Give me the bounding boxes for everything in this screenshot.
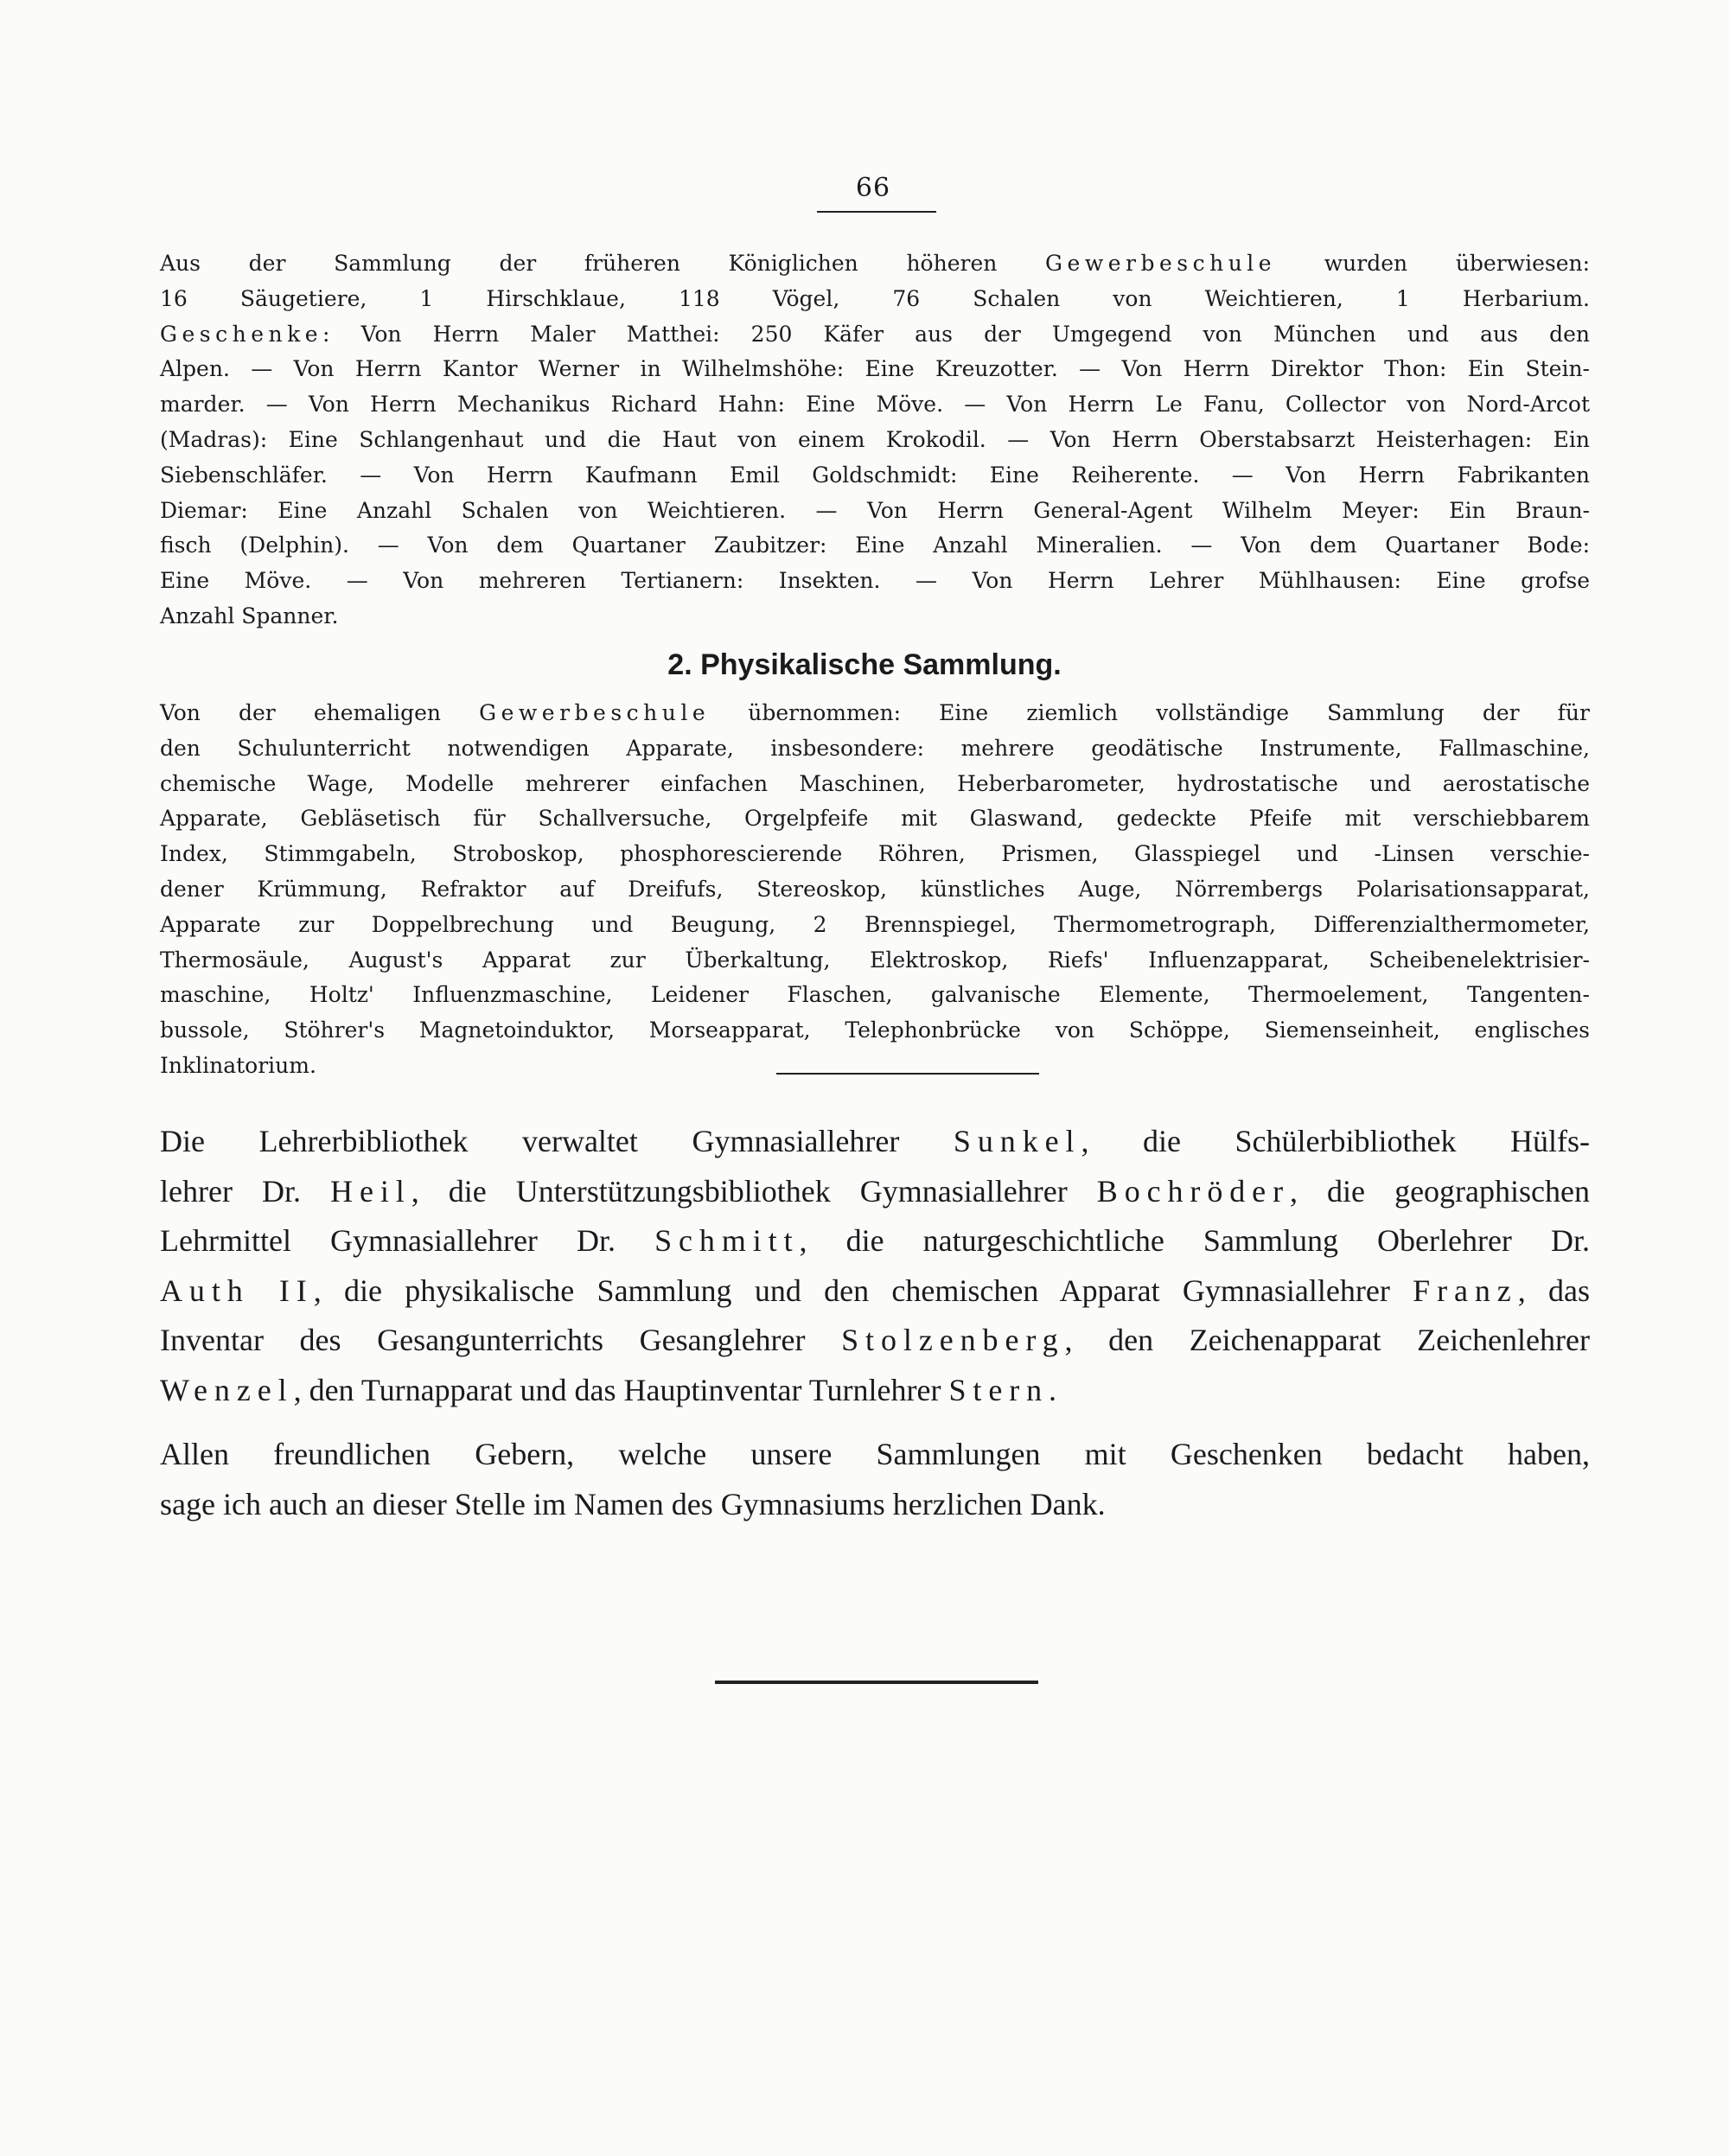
spaced-name: Gewerbeschule xyxy=(479,700,711,725)
text-line xyxy=(160,801,1590,837)
text-line xyxy=(160,837,1590,872)
text-segment: Von der ehemaligen xyxy=(160,700,480,725)
text-line xyxy=(160,767,1590,802)
text-line xyxy=(160,494,1590,529)
spaced-name: Wenzel xyxy=(160,1372,294,1407)
text-line xyxy=(160,1480,1590,1530)
separator-rule-short xyxy=(776,1073,1039,1075)
text-segment: Alpen. — Von Herrn Kantor Werner in Wilhelmshöhe: Eine Kreuzotter. — Von Herrn Direktor Thon: Ein Stein- xyxy=(160,356,1590,382)
text-line xyxy=(160,528,1590,564)
page-number-rule xyxy=(817,211,936,213)
spaced-name: Bochröder xyxy=(1096,1173,1290,1209)
text-line xyxy=(160,1117,1590,1167)
text-line xyxy=(160,1167,1590,1217)
text-segment: dener Krümmung, Refraktor auf Dreifufs, Stereoskop, künstliches Auge, Nörrembergs Polarisationsapparat, xyxy=(160,876,1590,902)
text-line xyxy=(160,1266,1590,1317)
spaced-name: Auth II xyxy=(160,1273,314,1308)
text-line xyxy=(160,423,1590,458)
text-segment: fisch (Delphin). — Von dem Quartaner Zaubitzer: Eine Anzahl Mineralien. — Von dem Quartaner Bode: xyxy=(160,533,1590,558)
spaced-name: Gewerbeschule xyxy=(1045,251,1277,276)
text-line xyxy=(160,352,1590,387)
text-line xyxy=(160,696,1590,731)
text-segment: Allen freundlichen Gebern, welche unsere Sammlungen mit Geschenken bedacht haben, xyxy=(160,1437,1590,1471)
text-line xyxy=(160,564,1590,599)
section-physics-collection xyxy=(160,696,1590,1084)
spaced-name: Stern xyxy=(948,1372,1050,1407)
text-line xyxy=(160,1316,1590,1366)
section-heading-physics: 2. Physikalische Sammlung. xyxy=(667,648,1062,681)
text-segment: sage ich auch an dieser Stelle im Namen des Gymnasiums herzlichen Dank. xyxy=(160,1486,1106,1521)
text-segment: Diemar: Eine Anzahl Schalen von Weichtieren. — Von Herrn General-Agent Wilhelm Meyer: Ein Braun- xyxy=(160,497,1590,523)
section-zoological-gifts xyxy=(160,246,1590,635)
text-segment: den Schulunterricht notwendigen Apparate, insbesondere: mehrere geodätische Instrumente, Fallmaschine, xyxy=(160,735,1590,761)
spaced-name: Franz xyxy=(1413,1273,1518,1308)
text-line xyxy=(160,908,1590,943)
text-line xyxy=(160,282,1590,317)
text-segment: bussole, Stöhrer's Magnetoinduktor, Morseapparat, Telephonbrücke von Schöppe, Siemenseinheit, englisches xyxy=(160,1017,1590,1043)
text-line xyxy=(160,872,1590,908)
text-segment: maschine, Holtz' Influenzmaschine, Leidener Flaschen, galvanische Elemente, Thermoelement, Tangenten- xyxy=(160,982,1590,1008)
text-line xyxy=(160,599,1590,635)
text-segment: , die geographischen xyxy=(1290,1173,1590,1209)
text-segment: 16 Säugetiere, 1 Hirschklaue, 118 Vögel, 76 Schalen von Weichtieren, 1 Herbarium. xyxy=(160,285,1590,311)
text-line xyxy=(160,1366,1590,1416)
text-segment: marder. — Von Herrn Mechanikus Richard Hahn: Eine Möve. — Von Herrn Le Fanu, Collector von Nord-Arcot xyxy=(160,392,1590,418)
text-segment: Aus der Sammlung der früheren Königlichen höheren xyxy=(160,251,1046,276)
text-line xyxy=(160,458,1590,494)
text-segment: Apparate, Gebläsetisch für Schallversuche, Orgelpfeife mit Glaswand, gedeckte Pfeife mit verschiebbarem xyxy=(160,806,1590,832)
paragraph-thanks xyxy=(160,1430,1590,1529)
text-segment: übernommen: Eine ziemlich vollständige Sammlung der für xyxy=(710,700,1590,725)
text-segment: Anzahl Spanner. xyxy=(160,603,339,628)
text-segment: , den Zeichenapparat Zeichenlehrer xyxy=(1064,1323,1590,1357)
text-segment: , die Schülerbibliothek Hülfs- xyxy=(1081,1124,1590,1158)
text-line xyxy=(160,943,1590,979)
text-segment: , den Turnapparat und das Hauptinventar Turnlehrer xyxy=(293,1372,949,1407)
text-segment: Inventar des Gesangunterrichts Gesanglehrer xyxy=(160,1323,842,1357)
text-segment: : Von Herrn Maler Matthei: 250 Käfer aus der Umgegend von München und aus den xyxy=(322,321,1590,347)
text-segment: wurden überwiesen: xyxy=(1276,251,1591,276)
spaced-name: Schmitt xyxy=(654,1223,800,1258)
text-segment: , die physikalische Sammlung und den chemischen Apparat Gymnasiallehrer xyxy=(313,1273,1413,1308)
spaced-name: Heil xyxy=(330,1173,412,1209)
text-segment: Siebenschläfer. — Von Herrn Kaufmann Emil Goldschmidt: Eine Reiherente. — Von Herrn Fabrikanten xyxy=(160,462,1590,488)
text-segment: , das xyxy=(1517,1273,1590,1308)
text-segment: Eine Möve. — Von mehreren Tertianern: Insekten. — Von Herrn Lehrer Mühlhausen: Eine grofse xyxy=(160,568,1590,594)
spaced-name: Geschenke xyxy=(160,321,323,347)
text-segment: Thermosäule, August's Apparat zur Überkaltung, Elektroskop, Riefs' Influenzapparat, Scheibenelektrisier- xyxy=(160,947,1590,973)
text-line xyxy=(160,731,1590,767)
text-line xyxy=(160,1430,1590,1480)
text-line xyxy=(160,978,1590,1013)
spaced-name: Sunkel xyxy=(953,1124,1081,1158)
text-segment: Index, Stimmgabeln, Stroboskop, phosphorescierende Röhren, Prismen, Glasspiegel und -Linsen verschie- xyxy=(160,841,1590,867)
text-line xyxy=(160,1013,1590,1049)
text-line xyxy=(160,317,1590,353)
text-segment: , die Unterstützungsbibliothek Gymnasiallehrer xyxy=(411,1173,1097,1209)
closing-rule xyxy=(715,1681,1038,1684)
text-segment: Inklinatorium. xyxy=(160,1052,316,1078)
text-segment: lehrer Dr. xyxy=(160,1173,331,1209)
paragraph-collection-custodians xyxy=(160,1117,1590,1415)
spaced-name: Stolzenberg xyxy=(841,1323,1065,1357)
text-line xyxy=(160,1216,1590,1266)
text-segment: Die Lehrerbibliothek verwaltet Gymnasiallehrer xyxy=(160,1124,954,1158)
text-line xyxy=(160,387,1590,423)
text-line xyxy=(160,246,1590,282)
text-line xyxy=(160,1049,1590,1084)
text-segment: Apparate zur Doppelbrechung und Beugung, 2 Brennspiegel, Thermometrograph, Differenzialthermometer, xyxy=(160,911,1590,937)
text-segment: , die naturgeschichtliche Sammlung Oberlehrer Dr. xyxy=(799,1223,1590,1258)
text-segment: Lehrmittel Gymnasiallehrer Dr. xyxy=(160,1223,655,1258)
text-segment: chemische Wage, Modelle mehrerer einfachen Maschinen, Heberbarometer, hydrostatische und aerostatische xyxy=(160,770,1590,796)
text-segment: . xyxy=(1049,1372,1057,1407)
text-segment: (Madras): Eine Schlangenhaut und die Haut von einem Krokodil. — Von Herrn Oberstabsarzt Heisterhagen: Ein xyxy=(160,426,1590,452)
page-number: 66 xyxy=(855,173,891,203)
